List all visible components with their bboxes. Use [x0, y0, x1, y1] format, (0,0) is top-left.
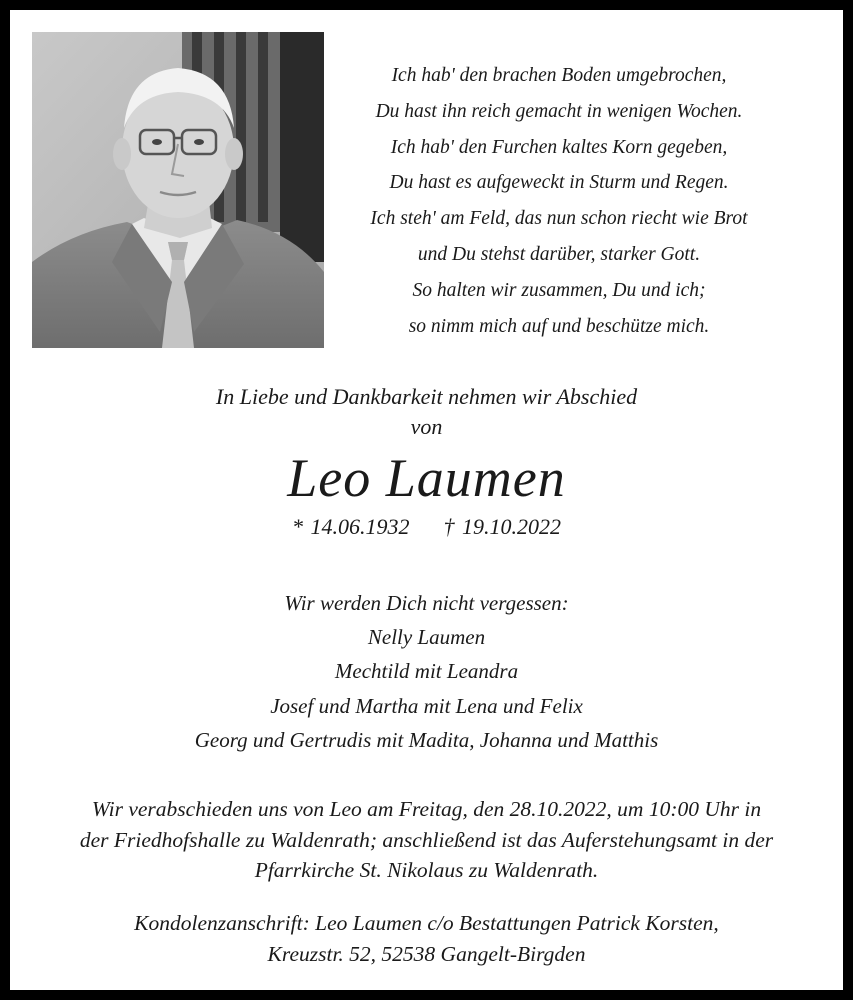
family-member: Georg und Gertrudis mit Madita, Johanna und Matthis [194, 727, 659, 752]
death-date: † 19.10.2022 [443, 514, 561, 539]
poem [330, 58, 788, 344]
intro-line: In Liebe und Dankbarkeit nehmen wir Abschied [215, 384, 638, 409]
poem-line: Ich steh' am Feld, das nun schon riecht wie Brot [370, 208, 748, 230]
farewell-intro [0, 382, 853, 442]
service-info [22, 794, 831, 886]
poem-line: So halten wir zusammen, Du und ich; [412, 279, 706, 301]
family-member: Nelly Laumen [367, 625, 486, 650]
family-member: Josef und Martha mit Lena und Felix [270, 693, 583, 718]
family-heading: Wir werden Dich nicht vergessen: [284, 591, 569, 615]
life-dates [0, 512, 853, 542]
service-line: Wir verabschieden uns von Leo am Freitag, den 28.10.2022, um 10:00 Uhr in [91, 797, 762, 821]
condolence-address [0, 908, 853, 969]
poem-line: Du hast es aufgeweckt in Sturm und Regen. [389, 172, 729, 194]
deceased-name: Leo Laumen [287, 448, 566, 508]
service-line: der Friedhofshalle zu Waldenrath; anschließend ist das Auferstehungsamt in der [79, 827, 774, 852]
poem-line: Du hast ihn reich gemacht in wenigen Wochen. [375, 100, 743, 122]
poem-line: so nimm mich auf und beschütze mich. [408, 315, 710, 337]
family-member: Mechtild mit Leandra [334, 659, 519, 684]
poem-line: und Du stehst darüber, starker Gott. [417, 243, 701, 265]
portrait-photo [32, 32, 324, 348]
poem-line: Ich hab' den brachen Boden umgebrochen, [391, 65, 727, 86]
family-list [0, 586, 853, 757]
birth-date: * 14.06.1932 [292, 514, 410, 539]
address-line: Kreuzstr. 52, 52538 Gangelt-Birgden [267, 941, 586, 966]
portrait-illustration [32, 32, 324, 348]
address-line: Kondolenzanschrift: Leo Laumen c/o Bestattungen Patrick Korsten, [134, 911, 719, 935]
poem-line: Ich hab' den Furchen kaltes Korn gegeben, [390, 136, 728, 158]
service-line: Pfarrkirche St. Nikolaus zu Waldenrath. [254, 858, 599, 882]
intro-von: von [410, 414, 443, 439]
